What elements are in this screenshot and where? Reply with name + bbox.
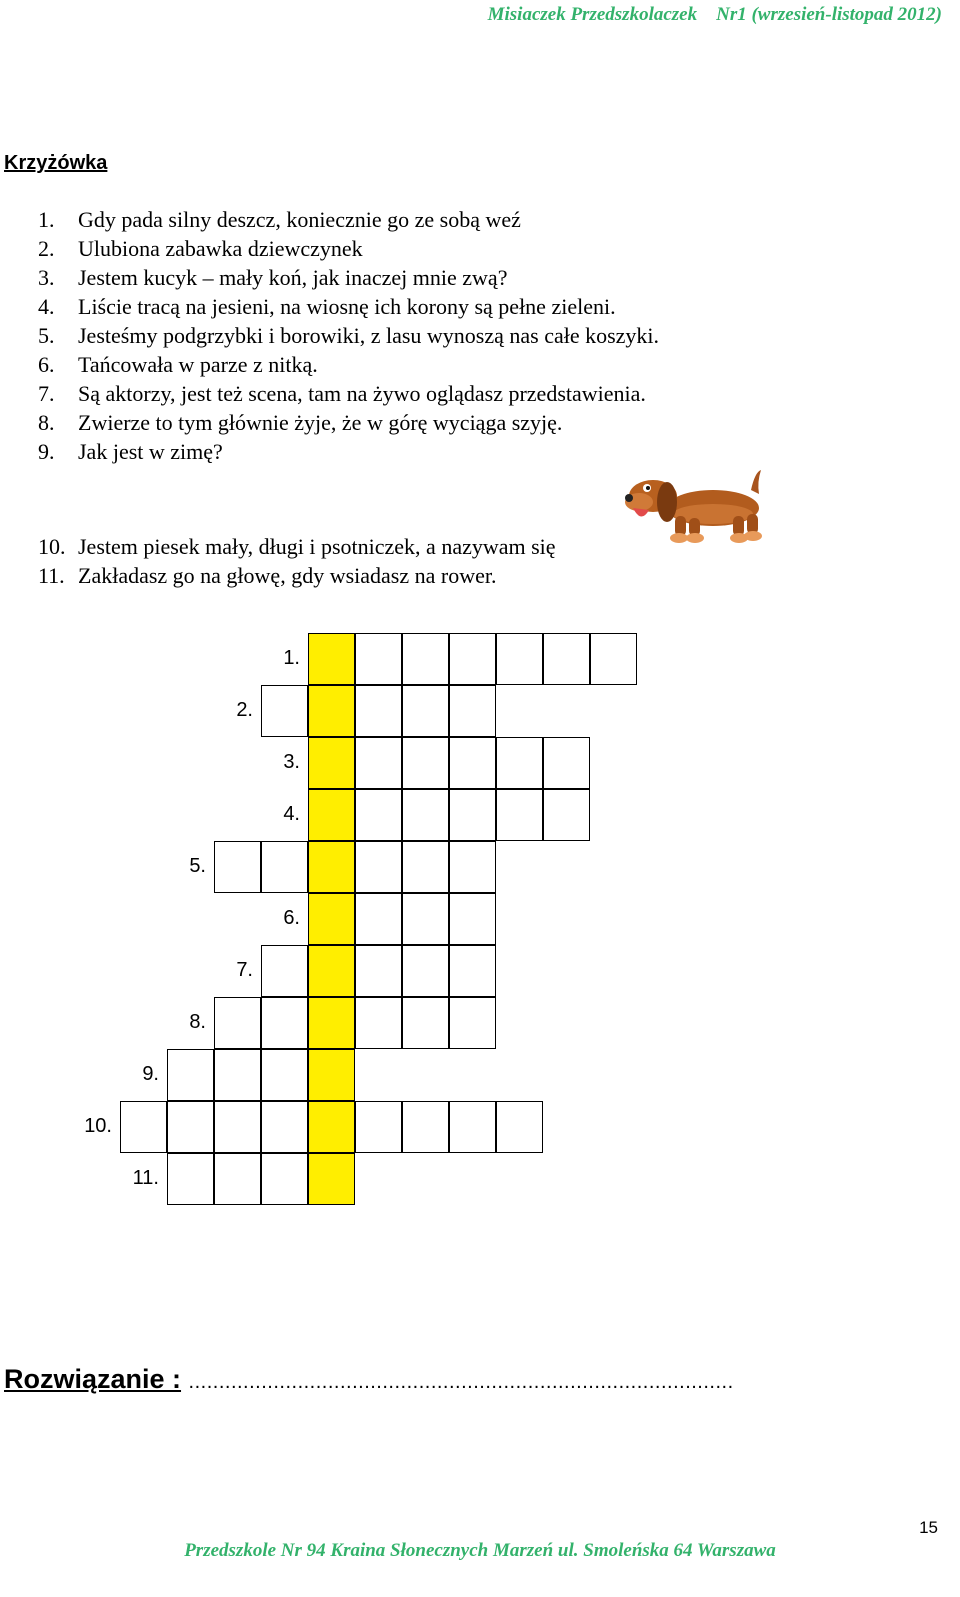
crossword-cell[interactable] [590, 633, 637, 685]
row-number-label: 6. [283, 907, 300, 929]
clue-item [38, 437, 659, 466]
clue-item [38, 350, 659, 379]
clue-item [38, 292, 659, 321]
solution-cell[interactable] [308, 685, 355, 737]
solution-cell[interactable] [308, 633, 355, 685]
crossword-cell[interactable] [402, 685, 449, 737]
crossword-cell[interactable] [543, 737, 590, 789]
crossword-cell[interactable] [402, 945, 449, 997]
solution-cell[interactable] [308, 997, 355, 1049]
crossword-cell[interactable] [167, 1153, 214, 1205]
crossword-cell[interactable] [355, 945, 402, 997]
clue-number: 4. [38, 294, 55, 319]
clue-text: Zwierze to tym głównie żyje, że w górę wyciąga szyję. [78, 410, 563, 435]
crossword-cell[interactable] [261, 1153, 308, 1205]
row-number-label: 7. [236, 959, 253, 981]
crossword-cell[interactable] [261, 945, 308, 997]
solution-cell[interactable] [308, 1049, 355, 1101]
clue-text: Jak jest w zimę? [78, 439, 223, 464]
solution-label: Rozwiązanie : [4, 1364, 182, 1394]
crossword-cell[interactable] [355, 633, 402, 685]
solution-cell[interactable] [308, 737, 355, 789]
crossword-cell[interactable] [402, 789, 449, 841]
row-number-label: 4. [283, 803, 300, 825]
crossword-cell[interactable] [167, 1101, 214, 1153]
crossword-cell[interactable] [355, 893, 402, 945]
solution-cell[interactable] [308, 893, 355, 945]
crossword-cell[interactable] [402, 841, 449, 893]
crossword-cell[interactable] [355, 789, 402, 841]
clue-item [38, 379, 659, 408]
dachshund-illustration [623, 468, 773, 548]
crossword-cell[interactable] [355, 685, 402, 737]
crossword-cell[interactable] [543, 633, 590, 685]
clue-number: 10. [38, 534, 66, 559]
crossword-cell[interactable] [120, 1101, 167, 1153]
solution-cell[interactable] [308, 841, 355, 893]
clue-list [38, 205, 659, 590]
clue-text: Są aktorzy, jest też scena, tam na żywo oglądasz przedstawienia. [78, 381, 646, 406]
crossword-cell[interactable] [449, 685, 496, 737]
row-number-label: 2. [236, 699, 253, 721]
crossword-cell[interactable] [261, 1101, 308, 1153]
clue-number: 7. [38, 381, 55, 406]
clue-item [38, 408, 659, 437]
crossword-cell[interactable] [355, 1101, 402, 1153]
clue-text: Ulubiona zabawka dziewczynek [78, 236, 363, 261]
clue-text: Gdy pada silny deszcz, koniecznie go ze sobą weź [78, 207, 521, 232]
solution-cell[interactable] [308, 789, 355, 841]
crossword-cell[interactable] [355, 997, 402, 1049]
crossword-cell[interactable] [261, 685, 308, 737]
clue-item [38, 561, 659, 590]
clue-number: 6. [38, 352, 55, 377]
crossword-cell[interactable] [496, 737, 543, 789]
crossword-cell[interactable] [402, 997, 449, 1049]
crossword-cell[interactable] [261, 997, 308, 1049]
crossword-cell[interactable] [496, 1101, 543, 1153]
clue-item [38, 234, 659, 263]
solution-line [4, 1364, 734, 1395]
clue-item [38, 532, 659, 561]
clue-item [38, 263, 659, 292]
section-title: Krzyżówka [4, 152, 108, 174]
row-number-label: 9. [142, 1063, 159, 1085]
clue-number: 2. [38, 236, 55, 261]
clue-text: Jesteśmy podgrzybki i borowiki, z lasu wynoszą nas całe koszyki. [78, 323, 660, 348]
row-number-label: 10. [84, 1115, 112, 1137]
crossword-cell[interactable] [355, 841, 402, 893]
clue-number: 8. [38, 410, 55, 435]
crossword-cell[interactable] [402, 633, 449, 685]
crossword-cell[interactable] [449, 1101, 496, 1153]
clue-number: 9. [38, 439, 55, 464]
clue-number: 5. [38, 323, 55, 348]
row-number-label: 11. [132, 1167, 159, 1189]
clue-number: 11. [38, 563, 65, 588]
clue-text: Jestem piesek mały, długi i psotniczek, a nazywam się [78, 534, 556, 559]
crossword-cell[interactable] [496, 789, 543, 841]
solution-cell[interactable] [308, 1101, 355, 1153]
crossword-cell[interactable] [355, 737, 402, 789]
clue-text: Tańcowała w parze z nitką. [78, 352, 318, 377]
page-number: 15 [919, 1518, 938, 1537]
crossword-cell[interactable] [214, 1153, 261, 1205]
crossword-cell[interactable] [261, 1049, 308, 1101]
crossword-cell[interactable] [261, 841, 308, 893]
clue-text: Liście tracą na jesieni, na wiosnę ich korony są pełne zieleni. [78, 294, 616, 319]
row-number-label: 3. [283, 751, 300, 773]
crossword-cell[interactable] [214, 841, 261, 893]
crossword-cell[interactable] [449, 789, 496, 841]
solution-answer-field[interactable]: .......................................................................................... [188, 1371, 734, 1393]
crossword-cell[interactable] [449, 737, 496, 789]
crossword-cell[interactable] [214, 997, 261, 1049]
crossword-cell[interactable] [449, 841, 496, 893]
crossword-cell[interactable] [543, 789, 590, 841]
crossword-cell[interactable] [214, 1101, 261, 1153]
clue-item [38, 321, 659, 350]
clue-number: 3. [38, 265, 55, 290]
crossword-cell[interactable] [402, 893, 449, 945]
crossword-cell[interactable] [402, 1101, 449, 1153]
solution-cell[interactable] [308, 1153, 355, 1205]
crossword-cell[interactable] [496, 633, 543, 685]
clue-text: Jestem kucyk – mały koń, jak inaczej mnie zwą? [78, 265, 508, 290]
crossword-cell[interactable] [167, 1049, 214, 1101]
crossword-cell[interactable] [449, 997, 496, 1049]
clue-number: 1. [38, 207, 55, 232]
crossword-cell[interactable] [214, 1049, 261, 1101]
clue-text: Zakładasz go na głowę, gdy wsiadasz na rower. [78, 563, 497, 588]
page-header: Misiaczek Przedszkolaczek Nr1 (wrzesień-listopad 2012) [487, 4, 942, 25]
crossword-cell[interactable] [449, 893, 496, 945]
crossword-cell[interactable] [402, 737, 449, 789]
crossword-cell[interactable] [449, 633, 496, 685]
page-footer: Przedszkole Nr 94 Kraina Słonecznych Marzeń ul. Smoleńska 64 Warszawa [184, 1540, 776, 1561]
row-number-label: 8. [189, 1011, 206, 1033]
row-number-label: 1. [283, 647, 300, 669]
crossword-cell[interactable] [449, 945, 496, 997]
clue-item [38, 205, 659, 234]
row-number-label: 5. [189, 855, 206, 877]
solution-cell[interactable] [308, 945, 355, 997]
